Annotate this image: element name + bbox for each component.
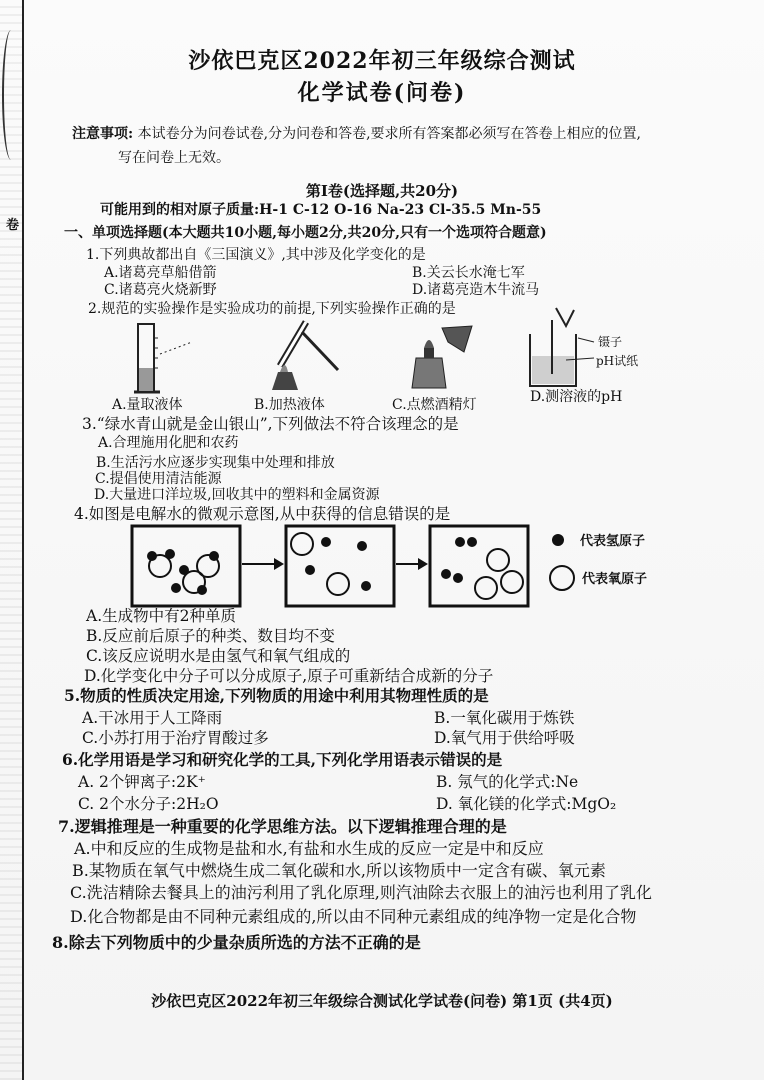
label-ph-paper: pH试纸 — [596, 354, 639, 368]
q6-option-d: D. 氧化镁的化学式:MgO₂ — [436, 795, 617, 813]
q3-stem: 3.“绿水青山就是金山银山”,下列做法不符合该理念的是 — [82, 415, 459, 433]
q1-option-a: A.诸葛亮草船借箭 — [104, 265, 217, 281]
notice-block — [72, 122, 712, 170]
ph-test-illustration — [526, 304, 606, 394]
q1-option-d: D.诸葛亮造木牛流马 — [412, 282, 540, 298]
q3-option-c: C.提倡使用清洁能源 — [95, 471, 222, 487]
q4-option-a: A.生成物中有2种单质 — [86, 607, 236, 625]
q7-option-b: B.某物质在氧气中燃烧生成二氧化碳和水,所以该物质中一定含有碳、氧元素 — [72, 861, 606, 880]
binding-mark: 卷 — [6, 218, 20, 233]
q4-option-c: C.该反应说明水是由氢气和氧气组成的 — [86, 647, 351, 665]
q2-option-c: C.点燃酒精灯 — [392, 397, 477, 413]
q5-option-a: A.干冰用于人工降雨 — [82, 709, 223, 727]
legend-symbols — [548, 530, 578, 596]
notice-line-2: 写在问卷上无效。 — [118, 150, 230, 166]
binding-margin — [0, 0, 24, 1080]
q1-option-b: B.关云长水淹七军 — [412, 265, 525, 281]
q5-option-b: B.一氧化碳用于炼铁 — [434, 709, 575, 727]
q7-option-a: A.中和反应的生成物是盐和水,有盐和水生成的反应一定是中和反应 — [74, 839, 544, 858]
q6-stem: 6.化学用语是学习和研究化学的工具,下列化学用语表示错误的是 — [62, 750, 503, 769]
q4-option-b: B.反应前后原子的种类、数目均不变 — [86, 627, 335, 645]
q3-option-a: A.合理施用化肥和农药 — [98, 435, 239, 451]
q5-option-c: C.小苏打用于治疗胃酸过多 — [82, 729, 269, 747]
alcohol-lamp-illustration — [402, 318, 492, 396]
exam-title: 沙依巴克区2022年初三年级综合测试 — [188, 48, 576, 74]
q6-option-b: B. 氖气的化学式:Ne — [436, 773, 579, 791]
q7-option-c: C.洗洁精除去餐具上的油污利用了乳化原理,则汽油除去衣服上的油污也利用了乳化 — [70, 883, 652, 902]
q7-stem: 7.逻辑推理是一种重要的化学思维方法。以下逻辑推理合理的是 — [58, 817, 507, 836]
q4-stem: 4.如图是电解水的微观示意图,从中获得的信息错误的是 — [74, 505, 451, 523]
q1-option-c: C.诸葛亮火烧新野 — [104, 282, 217, 298]
q2-option-a: A.量取液体 — [112, 397, 183, 413]
section-title: 第Ⅰ卷(选择题,共20分) — [305, 182, 459, 200]
q6-option-a: A. 2个钾离子:2K⁺ — [78, 773, 206, 791]
q5-stem: 5.物质的性质决定用途,下列物质的用途中利用其物理性质的是 — [64, 686, 489, 705]
q1-stem: 1.下列典故都出自《三国演义》,其中涉及化学变化的是 — [86, 247, 426, 263]
q3-option-b: B.生活污水应逐步实现集中处理和排放 — [96, 455, 335, 471]
q7-option-d: D.化合物都是由不同种元素组成的,所以由不同种元素组成的纯净物一定是化合物 — [70, 907, 637, 926]
electrolysis-diagram — [130, 524, 530, 608]
exam-subtitle: 化学试卷(问卷) — [297, 80, 467, 106]
page-footer: 沙依巴克区2022年初三年级综合测试化学试卷(问卷) 第1页 (共4页) — [151, 992, 613, 1010]
label-tweezers: 镊子 — [598, 335, 623, 349]
q3-option-d: D.大量进口洋垃圾,回收其中的塑料和金属资源 — [94, 487, 380, 503]
q2-stem: 2.规范的实验操作是实验成功的前提,下列实验操作正确的是 — [88, 301, 456, 317]
legend-hydrogen: 代表氢原子 — [580, 534, 646, 549]
q8-stem: 8.除去下列物质中的少量杂质所选的方法不正确的是 — [52, 933, 421, 952]
notice-label: 注意事项: — [72, 126, 134, 142]
q2-option-b: B.加热液体 — [254, 397, 325, 413]
q6-option-c: C. 2个水分子:2H₂O — [78, 795, 219, 813]
q5-option-d: D.氧气用于供给呼吸 — [434, 729, 575, 747]
q2-option-d: D.测溶液的pH — [530, 389, 623, 405]
q4-option-d: D.化学变化中分子可以分成原子,原子可重新结合成新的分子 — [84, 667, 494, 685]
notice-line-1: 本试卷分为问卷试卷,分为问卷和答卷,要求所有答案都必须写在答卷上相应的位置, — [137, 126, 641, 142]
graduated-cylinder-illustration — [124, 318, 214, 396]
legend-oxygen: 代表氧原子 — [582, 572, 648, 587]
part-heading: 一、单项选择题(本大题共10小题,每小题2分,共20分,只有一个选项符合题意) — [64, 225, 547, 241]
atomic-masses: 可能用到的相对原子质量:H-1 C-12 O-16 Na-23 Cl-35.5 Mn-55 — [100, 202, 542, 218]
heating-test-tube-illustration — [266, 314, 356, 394]
